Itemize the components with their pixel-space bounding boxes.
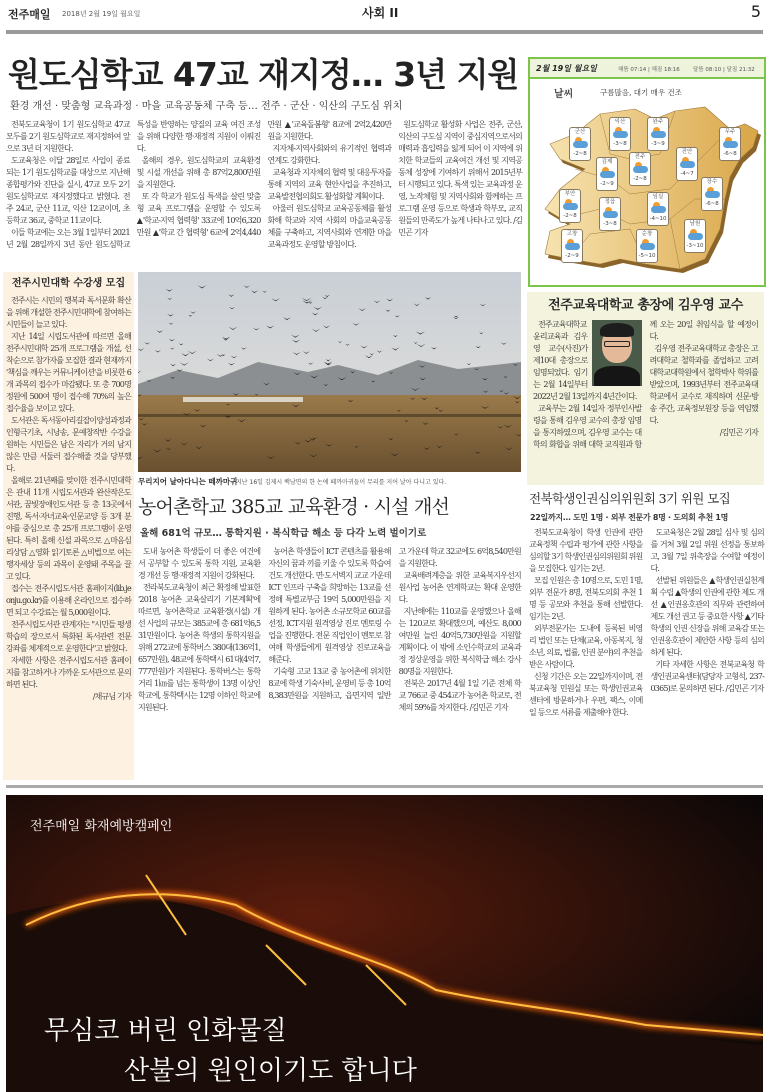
weather-card-11 [561,229,583,263]
partly-cloudy-icon [610,126,630,140]
portrait-photo [592,320,642,386]
city-name: 장수 [706,179,718,185]
fire-prevention-ad [6,795,763,1092]
paragraph: 외부전문가는 도내에 등록된 비영리 법인 또는 단체(교육, 아동복지, 청소년, 의료, 법률, 인권 분야)의 추천을 받은 사람이다. [529,624,643,669]
sun-times: 해뜸 07:14 | 해짐 18:16 [618,67,680,73]
paragraph: 지자체-지역사회와의 유기적인 협력과 연계도 강화한다. [267,144,392,165]
paragraph: 아울러 원도심학교 교육공동체를 활성화해 학교와 지역 사회의 마을교육공동체를 구축하고, 지역사회와 연계한 마을 교육과정도 운영할 방침이다. [267,204,392,249]
paragraph: 도서관은 독서동아리길잡이양성과정과 인형극기초, 시낭송, 문예창작반 수강을 원하는 시민들은 남은 자리가 거의 남지 않은 만큼 서둘러 접수해줄 것을 당부했다. [6,416,131,473]
main-subhead: 환경 개선 · 맞춤형 교육과정 · 마을 교육공동체 구축 등… 전주 · 군산 · 익산의 구도심 위치 [10,101,403,112]
main-headline: 원도심학교 47교 재지정… 3년 지원 [8,55,519,94]
partly-cloudy-icon [677,156,697,170]
paragraph: 올해로 21년째를 맞이한 전주시민대학은 관내 11개 시립도서관과 완산작은도서관, 꿈빛장애인도서관 등 총 13곳에서 진행, 독서·자녀교육·인문교양 등 3개 분야를 중심으로 총 25개 프로그램이 운영된다. 특히 올해 신설 과목으로 △마음심리상담 △영화 읽기토론 △비법으로 여는 행자세상 등의 과목이 운영돼 주목을 끌고 있다. [6,476,131,581]
weather-card-9 [647,192,669,226]
rural-article-body [138,546,521,714]
rural-headline: 농어촌학교 385교 교육환경 · 시설 개선 [138,496,450,518]
profile-title: 전주교육대학교 총장에 김우영 교수 [548,298,743,313]
weather-card-10 [701,177,723,211]
weather-card-12 [636,229,658,263]
partly-cloudy-icon [637,238,657,252]
partly-cloudy-icon [685,228,705,242]
weather-card-6 [676,147,698,181]
weather-summary: 구름많음, 대기 매우 건조 [600,88,682,97]
weather-card-1 [609,117,631,151]
weather-card-7 [559,189,581,223]
city-temp: -2~8 [563,213,577,219]
weather-card-2 [647,117,669,151]
paper-logo: 전주매일 [8,8,51,21]
city-name: 무주 [724,129,736,135]
weather-card-13 [684,219,706,253]
rights-subhead: 22일까지… 도민 1명 · 외부 전문가 8명 · 도의회 추천 1명 [530,513,729,522]
wildfire-image [6,795,763,1092]
city-temp: -4~10 [649,216,667,222]
section-divider [6,785,763,788]
paragraph: 전주교육대학교 윤리교육과 김우영 교수(사진)가 제10대 총장으로 임명되었다. 임기는 2월 14일부터 2022년 2월 13일까지 4년간이다. [533,320,637,401]
city-temp: -2~9 [600,181,614,187]
city-name: 부안 [564,191,576,197]
byline: /채규님 기자 [92,692,131,701]
main-article-body [6,119,522,251]
city-temp: -2~8 [633,176,647,182]
crow-photo [138,272,521,472]
paragraph: 전주시는 시민의 행복과 독서문화 확산을 위해 개설한 전주시민대학에 참여하는 시민들이 늘고 있다. [6,296,131,329]
city-temp: -3~10 [686,243,704,249]
rights-headline: 전북학생인권심의위원회 3기 위원 모집 [529,491,731,506]
city-name: 전주 [634,154,646,160]
partly-cloudy-icon [597,166,617,180]
city-name: 진안 [681,149,693,155]
paragraph: 접수는 전주시립도서관 홈페이지(lib.jeonju.go.kr)를 이용해 온라인으로 접수하면 되고 수강료는 월 5,000원이다. [6,584,131,617]
city-name: 김제 [601,159,613,165]
city-name: 익산 [614,119,626,125]
paragraph: 도내 농어촌 학생들이 더 좋은 여건에서 공부할 수 있도록 통학 지원, 교육환경 개선 등 행·재정적 지원이 강화된다. [138,547,261,580]
ad-line-2: 산불의 원인이기도 합니다 [124,1056,417,1086]
partly-cloudy-icon [630,161,650,175]
section-name: 사회 II [362,6,399,20]
city-temp: -5~10 [638,253,656,259]
paragraph: 기타 자세한 사항은 전북교육청 학생인권교육센터(담당자 고형석, 237-0365)로 문의하면 된다. /김민곤 기자 [650,660,764,693]
paragraph: 도교육청은 2월 28일 심사 및 심의를 거쳐 3월 2일 위원 선정을 통보하고, 3월 7일 위촉장을 수여할 예정이다. [650,528,764,573]
weather-card-0 [569,127,591,161]
city-name: 완주 [652,119,664,125]
page-number: 5 [750,2,761,21]
paragraph: 신청 기간은 오는 22일까지이며, 전북교육청 민원실 또는 학생인권교육센터에 방문하거나 우편, 팩스, 이메일 등으로 서류를 제출해야 한다. [529,672,643,717]
moon-times: 달뜸 08:10 | 달짐 21:32 [693,67,755,73]
rural-subhead: 올해 681억 규모… 통학지원 · 복식학급 해소 등 다각 노력 벌이기로 [140,528,427,539]
city-temp: -3~9 [651,141,665,147]
header-rule [6,30,763,34]
issue-date: 2018년 2월 19일 월요일 [62,10,141,18]
city-temp: -4~7 [680,171,694,177]
city-name: 고창 [566,231,578,237]
city-temp: -3~8 [603,221,617,227]
paragraph: 도교육청은 이달 28일로 사업이 종료되는 1기 원도심학교를 대상으로 지난해 종합평가와 진단을 실시, 47교 모두 2기 원도심학교로 재지정했다고 밝혔다. 전주 24교, 군산 11교, 익산 12교이며, 초등학교 36교, 중학교 11교이다. [6,156,130,225]
city-name: 정읍 [604,199,616,205]
partly-cloudy-icon [600,206,620,220]
weather-date: 2월 19일 월요일 [536,64,597,73]
partly-cloudy-icon [570,136,590,150]
photo-caption: 지난 16일 김제시 백남면의 한 논에 떼까마귀들이 무리를 지어 날아 다니고 있다. [236,479,447,486]
paragraph: 농어촌 학생들이 ICT 콘텐츠를 활용해 자신의 꿈과 끼를 키울 수 있도록 학습여건도 개선한다. 면·도서벽지 교교 가운데 ICT 인프라 구축을 희망하는 13교를 선정해 특별교부금 19억 5,000만원을 지원하게 된다. 농어촌 소규모학교 60교를 선정, ICT지원 원격영상 진로 멘토링 수업을 진행한다. 전문 직업인이 멘토로 참여해 학생들에게 원격영상 진로교육을 해준다. [268,547,391,664]
city-name: 순창 [641,231,653,237]
paragraph: 자세한 사항은 전주시립도서관 홈페이지를 참고하거나 가까운 도서관으로 문의하면 된다. [6,656,131,689]
sidebar-title: 전주시민대학 수강생 모집 [11,278,126,289]
paragraph: 교육부는 2월 14일자 정부인사발령을 통해 김우영 교수의 총장 임명을 통지하였으며, 김우영 교수는 대학의 화합을 위해 대학 교직원과 함께 오는 20일 취임식을 할 예정이다. [533,320,758,449]
photo-caption-title: 무리지어 날아다니는 떼까마귀 [138,477,238,486]
partly-cloudy-icon [562,238,582,252]
weather-label: 날씨 [554,89,574,100]
city-name: 남원 [689,221,701,227]
paragraph: 전주시립도서관 관계자는 "시민들 평생학습의 장으로서 특화된 독서관련 전문 강좌를 체계적으로 운영한다"고 밝혔다. [6,620,131,653]
paragraph: 지난 14일 시립도서관에 따르면 올해 전주시민대학 25개 프로그램을 개설, 선착순으로 참가자를 모집한 결과 현재까지 '책심을 깨우는 커뮤니케이션'을 비롯한 6개 과목의 접수가 마감됐다. 또 총 700명 정원에 500여 명이 접수해 70%의 높은 접수율을 보이고 있다. [6,332,131,413]
profile-article [527,292,764,485]
rights-article-body [529,527,764,719]
paragraph: 이들 학교에는 오는 3월 1일부터 2021년 2월 28일까지 3년 동안 원도심학교 특성을 반영하는 양질의 교육 여건 조성을 위해 다양한 행·재정적 지원이 이뤄진다. [6,120,261,249]
paragraph: 전북은 2017년 4월 1일 기준 전체 학교 766교 중 454교가 농어촌 학교로, 전체의 59%를 차지한다. /김민곤 기자 [398,679,521,712]
paragraph: 선발된 위원들은 ▲학생인권실천계획 수립 ▲학생의 인권에 관한 제도 개선 ▲인권옹호관의 직무와 관련하여 제도 개선 권고 등 중요한 사항 ▲기타 학생의 인권 신장을 위해 교육감 또는 인권옹호관이 제안한 사항 등의 심의하게 된다. [650,576,764,657]
weather-box [528,57,766,287]
paragraph: 모집 인원은 총 10명으로, 도민 1명, 외부 전문가 8명, 전북도의회 추천 1명 등 공모와 추천을 통해 선발한다. 임기는 2년. [529,576,643,621]
partly-cloudy-icon [648,201,668,215]
partly-cloudy-icon [560,198,580,212]
paragraph: 지난해에는 110교를 운영했으나 올해는 120교로 확대했으며, 예산도 8,000여만원 늘린 40억5,730만원을 지원할 계획이다. 이 밖에 소인수학교의 교육과정 정상운영을 위한 복식학급 해소 강사 80명을 지원한다. [398,607,521,676]
weather-card-8 [599,197,621,231]
city-temp: -2~9 [565,253,579,259]
city-temp: -6~8 [705,201,719,207]
partly-cloudy-icon [648,126,668,140]
partly-cloudy-icon [720,136,740,150]
city-name: 군산 [574,129,586,135]
city-temp: -3~8 [613,141,627,147]
paragraph: 교육배려계층을 위한 교육복지우선지원사업 농어촌 연계학교는 확대 운영한다. [398,571,521,604]
paragraph: 기숙형 고교 13교 중 농어촌에 위치한 8교에 학생 기숙사비, 운영비 등 총 10억8,383만원을 지원하고, 읍면지역 일반고 가운데 학교 32교에도 6억8,540만원을 지원한다. [268,547,521,700]
paragraph: 전라북도교육청이 최근 확정해 발표한 '2018 농어촌 교육살리기 기본계획'에 따르면, 농어촌학교 교육환경(시설) 개선 사업의 규모는 385교에 총 681억6,531만원이다. 농어촌 학생의 통학지원을 위해 272교에 통학버스 380대(136억1,657만원), 48교에 통학택시 61대(4억7,777만원)가 지원된다. 통학버스는 통학거리 1㎞를 넘는 통학생이 13명 이상인 학교에, 통학택시는 12명 이하인 학교에 지원된다. [138,583,261,712]
paragraph: 올해의 경우, 원도심학교의 교육환경 및 시설 개선을 위해 총 87억2,800만원을 지원한다. [136,156,261,189]
byline: /김민곤 기자 [719,428,758,437]
ad-line-1: 무심코 버린 인화물질 [44,1016,287,1046]
weather-card-4 [596,157,618,191]
partly-cloudy-icon [702,186,722,200]
city-temp: -6~8 [723,151,737,157]
city-temp: -2~8 [573,151,587,157]
weather-card-3 [719,127,741,161]
paragraph: 또 각 학교가 원도심 특색을 살린 맞춤형 교육 프로그램을 운영할 수 있도록 ▲'학교-지역 협력형' 33교에 10억6,320만원 ▲'학교 간 협력형' 6교에 2억4,440만원 ▲'교육돌봄형' 8교에 2억2,420만원을 지원한다. [136,120,392,237]
campaign-title: 전주매일 화재예방캠페인 [30,819,173,834]
weather-card-5 [629,152,651,186]
paragraph: 전북도교육청이 학생 인권에 관한 교육정책 수립과 평가에 관한 사항을 심의할 3기 학생인권심의위원회 위원을 모집한다. 임기는 2년. [529,528,643,573]
city-name: 임실 [652,194,664,200]
paragraph: 교육청과 지자체의 협력 및 대응투자를 통해 지역의 교육 현안사업을 추진하고, 교육발전협의회도 활성화할 계획이다. [267,168,392,201]
paragraph: 김우영 전주교육대학교 총장은 고려대학교 철학과를 졸업하고 고려대학교대학원에서 철학박사 학위를 받았으며, 1993년부터 전주교육대학교에서 교수로 재직하며 신문·방송 주간, 교육정보원장 등을 역임했다. [649,344,758,425]
paragraph: 전북도교육청이 1기 원도심학교 47교 모두를 2기 원도심학교로 재지정하여 앞으로 3년 더 지원한다. [6,120,130,153]
sidebar-article [3,272,134,780]
paragraph: 원도심학교 활성화 사업은 전주, 군산, 익산의 구도심 지역이 중심지역으로서의 매력과 흡입력을 잃게 되어 이 지역에 위치한 학교들의 교육여건 개선 및 지역공동체 성장에 기여하기 위해서 2015년부터 시행되고 있다. 특색 있는 교육과정 운영, 노작체험 및 지역사회와 함께하는 프로그램 운영 등으로 학생과 학부모, 교직원들의 만족도가 높게 나타나고 있다. /김민곤 기자 [398,120,522,237]
